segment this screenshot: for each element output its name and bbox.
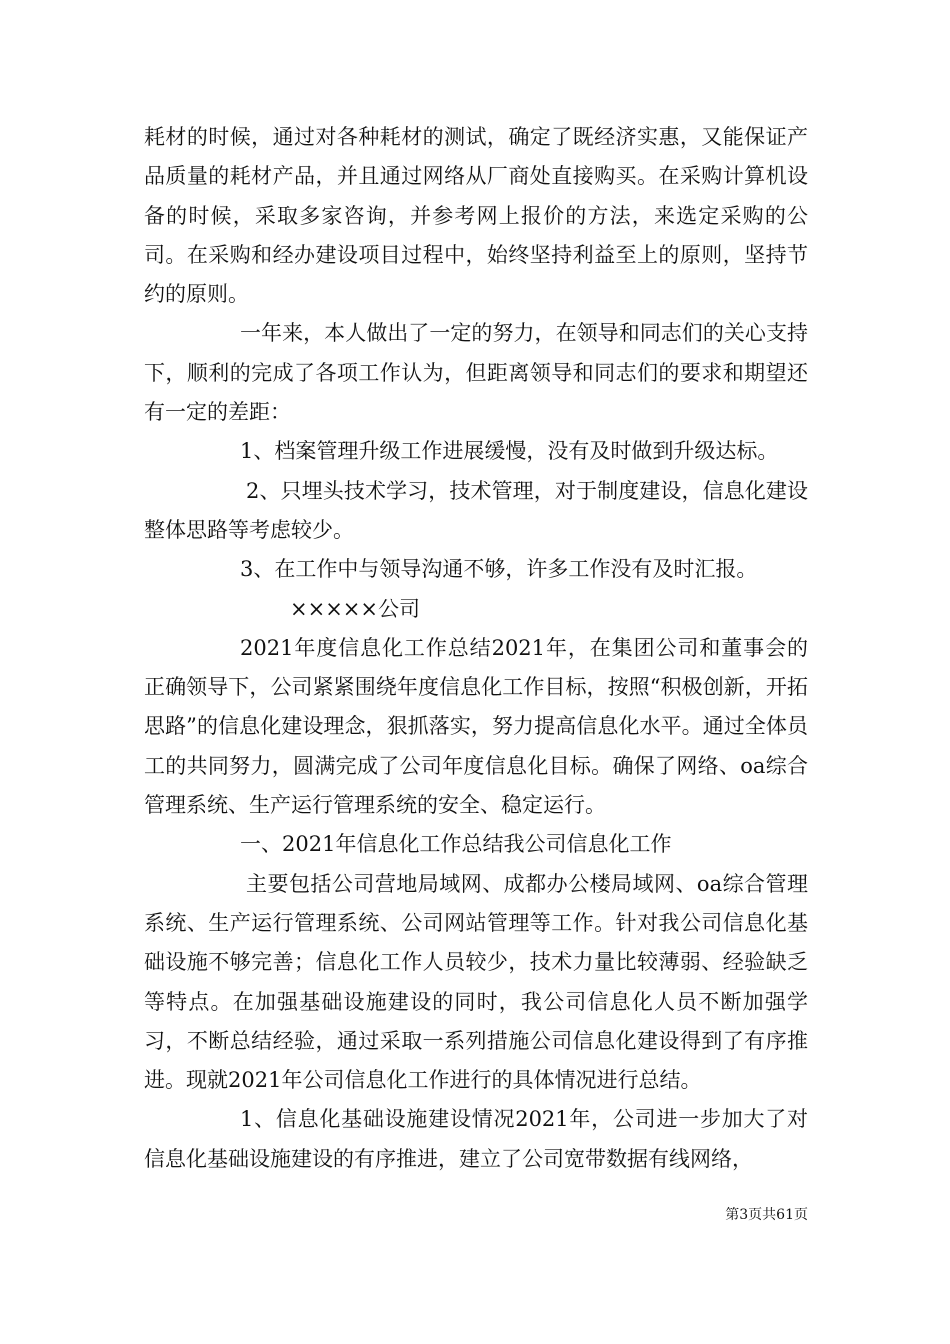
paragraph-year-review: 一年来，本人做出了一定的努力，在领导和同志们的关心支持下，顺利的完成了各项工作认为，但距离领导和同志们的要求和期望还有一定的差距：: [144, 321, 808, 425]
page-number: 第3页共61页: [725, 1207, 808, 1223]
paragraph-infrastructure: 1、信息化基础设施建设情况2021年，公司进一步加大了对信息化基础设施建设的有序推进，建立了公司宽带数据有线网络，: [144, 1107, 808, 1171]
list-item-technical: 2、只埋头技术学习，技术管理，对于制度建设，信息化建设整体思路等考虑较少。: [144, 478, 808, 542]
paragraph-procurement: 耗材的时候，通过对各种耗材的测试，确定了既经济实惠，又能保证产品质量的耗材产品，并且通过网络从厂商处直接购买。在采购计算机设备的时候，采取多家咨询，并参考网上报价的方法，来选定采购的公司。在采购和经办建设项目过程中，始终坚持利益至上的原则，坚持节约的原则。: [144, 125, 808, 307]
section-heading: 一、2021年信息化工作总结我公司信息化工作: [240, 832, 672, 857]
list-item-archive: 1、档案管理升级工作进展缓慢，没有及时做到升级达标。: [240, 439, 779, 464]
paragraph-scope: 主要包括公司营地局域网、成都办公楼局域网、oa综合管理系统、生产运行管理系统、公司网站管理等工作。针对我公司信息化基础设施不够完善；信息化工作人员较少，技术力量比较薄弱、经验缺乏等特点。在加强基础设施建设的同时，我公司信息化人员不断加强学习，不断总结经验，通过采取一系列措施公司信息化建设得到了有序推进。现就2021年公司信息化工作进行的具体情况进行总结。: [144, 871, 808, 1093]
company-signature: ×××××公司: [290, 596, 420, 621]
paragraph-annual-summary: 2021年度信息化工作总结2021年，在集团公司和董事会的正确领导下，公司紧紧围绕年度信息化工作目标，按照“积极创新，开拓思路”的信息化建设理念，狠抓落实，努力提高信息化水平。通过全体员工的共同努力，圆满完成了公司年度信息化目标。确保了网络、oa综合管理系统、生产运行管理系统的安全、稳定运行。: [144, 635, 808, 818]
list-item-communication: 3、在工作中与领导沟通不够，许多工作没有及时汇报。: [240, 557, 758, 582]
